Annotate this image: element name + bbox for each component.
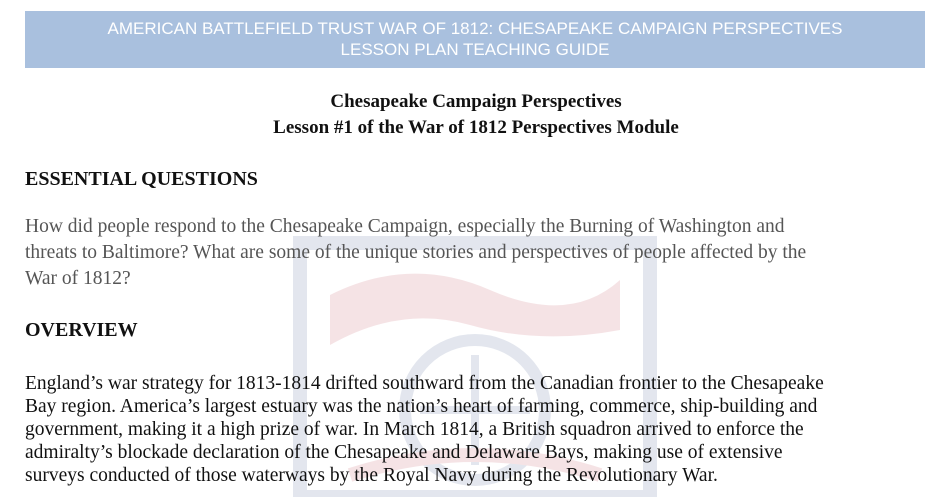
overview-heading: OVERVIEW bbox=[25, 319, 138, 341]
title-line-2: Lesson #1 of the War of 1812 Perspectives Module bbox=[273, 117, 679, 138]
title-line-1: Chesapeake Campaign Perspectives bbox=[330, 91, 622, 112]
questions-line: War of 1812? bbox=[25, 268, 131, 289]
questions-line: threats to Baltimore? What are some of the unique stories and perspectives of people affected by the bbox=[25, 242, 807, 263]
header-banner bbox=[25, 11, 925, 68]
header-line-2: LESSON PLAN TEACHING GUIDE bbox=[340, 40, 610, 59]
overview-line: Bay region. America’s largest estuary was the nation’s heart of farming, commerce, ship-building and bbox=[25, 396, 818, 417]
questions-line: How did people respond to the Chesapeake Campaign, especially the Burning of Washington and bbox=[25, 216, 785, 237]
overview-text bbox=[25, 372, 937, 487]
essential-questions-text bbox=[25, 214, 937, 292]
essential-questions-heading: ESSENTIAL QUESTIONS bbox=[25, 168, 258, 190]
lesson-title bbox=[0, 89, 952, 141]
overview-line: surveys conducted of those waterways by the Royal Navy during the Revolutionary War. bbox=[25, 465, 718, 486]
overview-line: government, making it a high prize of war. In March 1814, a British squadron arrived to enforce the bbox=[25, 419, 804, 440]
overview-line: England’s war strategy for 1813-1814 drifted southward from the Canadian frontier to the Chesapeake bbox=[25, 373, 824, 394]
header-line-1: AMERICAN BATTLEFIELD TRUST WAR OF 1812: CHESAPEAKE CAMPAIGN PERSPECTIVES bbox=[107, 19, 843, 38]
overview-line: admiralty’s blockade declaration of the Chesapeake and Delaware Bays, making use of extensive bbox=[25, 442, 783, 463]
